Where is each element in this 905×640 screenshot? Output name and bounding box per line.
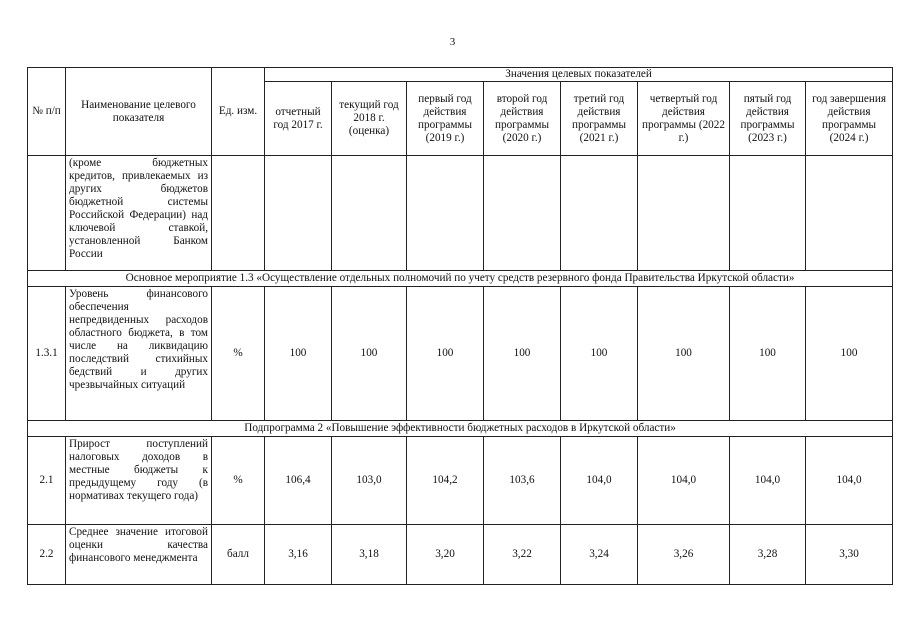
header-year-col: третий год действия программы (2021 г.) <box>561 82 638 156</box>
empty-cell <box>730 156 806 271</box>
section-row <box>28 421 893 437</box>
indicator-name: (кроме бюджетных кредитов, привлекаемых из других бюджетов бюджетной системы Российской Федерации) над ключевой ставкой, установленной Банком России <box>66 156 212 271</box>
header-year-col: текущий год 2018 г. (оценка) <box>332 82 407 156</box>
value-cell: 104,0 <box>638 437 730 525</box>
section-row <box>28 271 893 287</box>
unit-cell: % <box>212 287 265 421</box>
header-year-col: второй год действия программы (2020 г.) <box>484 82 561 156</box>
value-cell: 100 <box>638 287 730 421</box>
value-cell: 104,0 <box>561 437 638 525</box>
value-cell: 103,6 <box>484 437 561 525</box>
unit-cell: % <box>212 437 265 525</box>
table-row <box>28 156 893 271</box>
value-cell: 100 <box>265 287 332 421</box>
row-number: 2.1 <box>28 437 66 525</box>
value-cell: 100 <box>806 287 893 421</box>
value-cell: 104,2 <box>407 437 484 525</box>
empty-cell <box>806 156 893 271</box>
header-year-col: четвертый год действия программы (2022 г.) <box>638 82 730 156</box>
page-number: 3 <box>449 36 456 48</box>
value-cell: 3,30 <box>806 525 893 585</box>
value-cell: 3,22 <box>484 525 561 585</box>
header-year-col: год завершения действия программы (2024 г.) <box>806 82 893 156</box>
table-row <box>28 437 893 525</box>
header-row-group <box>28 68 893 82</box>
header-unit: Ед. изм. <box>212 68 265 156</box>
table-row <box>28 287 893 421</box>
value-cell: 100 <box>484 287 561 421</box>
value-cell: 3,24 <box>561 525 638 585</box>
value-cell: 103,0 <box>332 437 407 525</box>
header-num: № п/п <box>28 68 66 156</box>
header-year-col: первый год действия программы (2019 г.) <box>407 82 484 156</box>
empty-cell <box>265 156 332 271</box>
header-year-col: пятый год действия программы (2023 г.) <box>730 82 806 156</box>
value-cell: 100 <box>561 287 638 421</box>
value-cell: 100 <box>730 287 806 421</box>
value-cell: 3,28 <box>730 525 806 585</box>
section-title: Подпрограмма 2 «Повышение эффективности бюджетных расходов в Иркутской области» <box>28 421 893 437</box>
value-cell: 3,26 <box>638 525 730 585</box>
section-title: Основное мероприятие 1.3 «Осуществление отдельных полномочий по учету средств резервного фонда Правительства Иркутской области» <box>28 271 893 287</box>
value-cell: 3,18 <box>332 525 407 585</box>
indicator-name: Среднее значение итоговой оценки качества финансового менеджмента <box>66 525 212 585</box>
value-cell: 3,20 <box>407 525 484 585</box>
empty-cell <box>332 156 407 271</box>
empty-cell <box>28 156 66 271</box>
value-cell: 100 <box>332 287 407 421</box>
value-cell: 100 <box>407 287 484 421</box>
target-indicators-table <box>27 67 893 585</box>
empty-cell <box>407 156 484 271</box>
header-name: Наименование целевого показателя <box>66 68 212 156</box>
table-row <box>28 525 893 585</box>
value-cell: 106,4 <box>265 437 332 525</box>
empty-cell <box>212 156 265 271</box>
row-number: 1.3.1 <box>28 287 66 421</box>
empty-cell <box>561 156 638 271</box>
header-year-col: отчетный год 2017 г. <box>265 82 332 156</box>
indicator-name: Уровень финансового обеспечения непредвиденных расходов областного бюджета, в том числе на ликвидацию последствий стихийных бедствий и других чрезвычайных ситуаций <box>66 287 212 421</box>
empty-cell <box>484 156 561 271</box>
empty-cell <box>638 156 730 271</box>
row-number: 2.2 <box>28 525 66 585</box>
value-cell: 3,16 <box>265 525 332 585</box>
header-values-group: Значения целевых показателей <box>265 68 893 82</box>
indicator-name: Прирост поступлений налоговых доходов в местные бюджеты к предыдущему году (в нормативах текущего года) <box>66 437 212 525</box>
unit-cell: балл <box>212 525 265 585</box>
value-cell: 104,0 <box>730 437 806 525</box>
value-cell: 104,0 <box>806 437 893 525</box>
